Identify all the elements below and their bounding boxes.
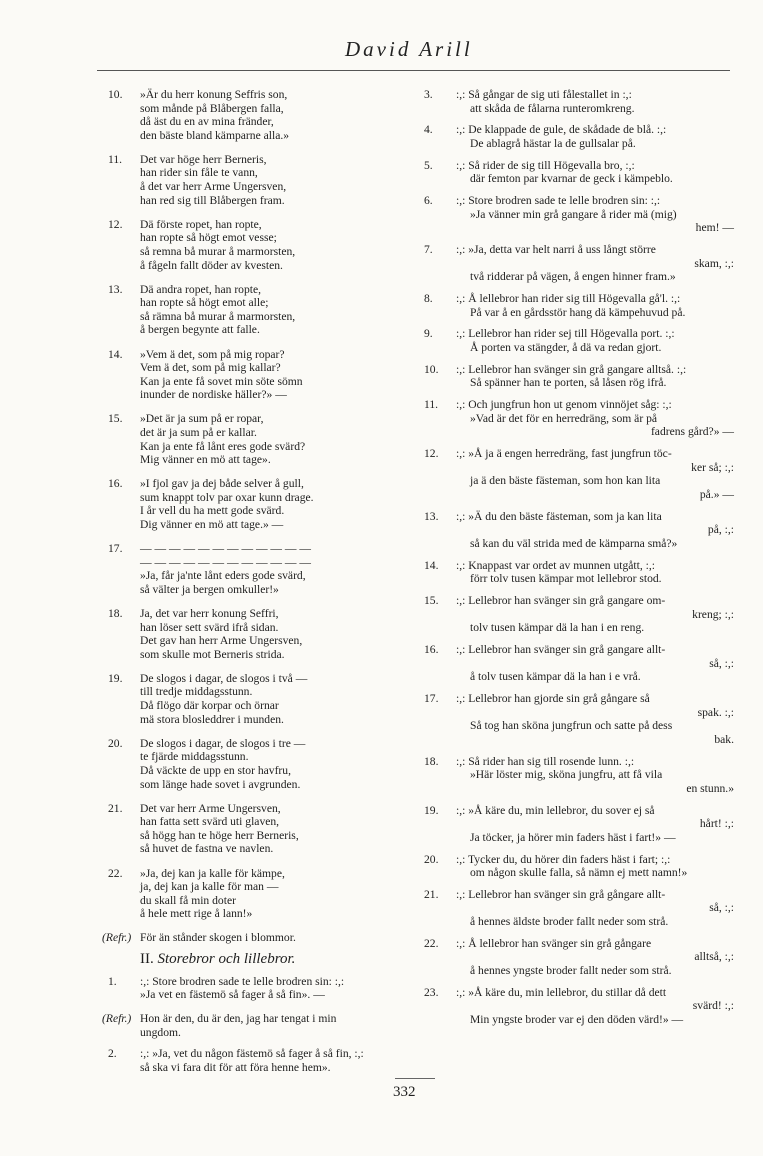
stanza [108, 218, 376, 272]
stanza-number: 11. [108, 152, 123, 166]
page-number: 332 [393, 1084, 416, 1100]
stanza [424, 398, 734, 439]
stanza-number: 22. [424, 936, 439, 950]
stanza [108, 348, 376, 402]
verse-line: så rämna bå murar å marmorsten, [140, 309, 296, 323]
verse-line: I år vell du ha mett gode svärd. [140, 504, 285, 518]
verse-line: Min yngste broder var ej den döden värd!» — [470, 1013, 684, 1026]
stanza [108, 607, 376, 661]
verse-line: Dig vänner en mö att tage.» — [140, 518, 284, 532]
verse-line: å hele mett rige å lann!» [140, 907, 253, 921]
verse-line: å hennes yngste broder fallt neder som strå. [470, 964, 672, 978]
stanza [108, 737, 376, 791]
verse-line: då äst du en av mina fränder, [140, 115, 274, 129]
verse-line: :,: Tycker du, du hörer din faders häst i fart; :,: [456, 852, 671, 866]
verse-line: Å porten va stängder, å dä va redan gjort. [470, 341, 662, 355]
verse-line: »Ja vet en fästemö så fager å så fin». — [140, 988, 325, 1002]
verse-line: »Vem ä det, som på mig ropar? [140, 347, 285, 361]
verse-line: :,: Lellebror han svänger sin grå gångare allt- [456, 887, 666, 901]
refrain-tag: (Refr.) [102, 1012, 132, 1026]
stanza-number: 12. [108, 217, 123, 231]
stanza [108, 412, 376, 466]
verse-line: Dä förste ropet, han ropte, [140, 217, 262, 231]
stanza-number: 14. [424, 558, 439, 572]
verse-line: — — — — — — — — — — — — [140, 542, 312, 556]
verse-line: Kan ja ente få sovet min söte sömn [140, 374, 303, 388]
verse-line: så ska vi fara dit för att föra henne hem». [140, 1061, 331, 1075]
stanza [424, 292, 734, 319]
stanza [424, 327, 734, 354]
right-column [424, 88, 734, 1035]
refrain [102, 931, 376, 945]
verse-line: — — — — — — — — — — — — [140, 555, 312, 569]
stanza-number: 5. [424, 158, 433, 172]
verse-line: å hennes äldste broder fallt neder som strå. [470, 915, 669, 929]
verse-line: han ropte så högt emot vesse; [140, 231, 277, 245]
stanza [424, 755, 734, 796]
stanza [424, 447, 734, 501]
verse-line: Dä andra ropet, han ropte, [140, 282, 262, 296]
verse-line: å fågeln fallt döder av kvesten. [140, 258, 283, 272]
stanza [108, 1047, 376, 1074]
verse-line: Ja töcker, ja hörer min faders häst i fart!» — [470, 830, 676, 844]
verse-line: :,: Lellebror han gjorde sin grå gångare så [456, 692, 650, 705]
refrain-text: Hon är den, du är den, jag har tengat i min ungdom. [140, 1012, 337, 1039]
stanza-number: 20. [108, 736, 123, 750]
stanza-number: 15. [424, 594, 439, 608]
verse-line: svärd! :,: [692, 999, 734, 1013]
verse-line: :,: Lellebror han svänger sin grå gangare allt- [456, 643, 666, 657]
verse-line: bak. [714, 732, 734, 746]
verse-line: På var å en gårdsstör hang dä kämpehuvud på. [470, 305, 686, 319]
verse-line: :,: Lellebror han svänger sin grå gangare om- [456, 594, 666, 608]
verse-line: »Här löster mig, sköna jungfru, att få vila [470, 768, 663, 782]
verse-line: ja ä den bäste fästeman, som hon kan lita [470, 474, 661, 488]
folio-rule [395, 1078, 435, 1079]
verse-line: :,: Å lellebror han svänger sin grå gångare [456, 936, 652, 950]
stanza [108, 477, 376, 531]
verse-line: som månde på Blåbergen falla, [140, 101, 284, 115]
stanza-number: 22. [108, 866, 123, 880]
stanza [424, 159, 734, 186]
verse-line: ja, dej kan ja kalle för man — [140, 880, 279, 894]
verse-line: De slogos i dagar, de slogos i tre — [140, 736, 306, 750]
stanza [108, 802, 376, 856]
verse-line: den bäste bland kämparne alla.» [140, 128, 290, 142]
stanza [424, 986, 734, 1027]
verse-line: »I fjol gav ja dej både selver å gull, [140, 477, 304, 491]
verse-line: Kan ja ente få lånt eres gode svärd? [140, 439, 306, 453]
running-head: David Arill [345, 37, 473, 61]
stanza [424, 888, 734, 929]
verse-line: det är ja sum på er kallar. [140, 425, 257, 439]
verse-line: :,: »Å ja ä engen herredräng, fast jungfrun töc- [456, 447, 672, 461]
verse-line: han fatta sett svärd uti glaven, [140, 815, 280, 829]
stanza-number: 14. [108, 347, 123, 361]
section-title-text: Storebror och lillebror. [157, 950, 296, 967]
verse-line: om någon skulle falla, så nämn ej mett namn!» [470, 866, 688, 880]
stanza-number: 8. [424, 292, 433, 306]
stanza-number: 23. [424, 985, 439, 999]
stanza [108, 153, 376, 207]
stanza [424, 559, 734, 586]
verse-line: så huvet de fastna ve navlen. [140, 842, 274, 856]
stanza-number: 6. [424, 194, 433, 208]
verse-line: Då väckte de upp en stor havfru, [140, 763, 291, 777]
stanza [108, 283, 376, 337]
verse-line: så välter ja bergen omkuller!» [140, 582, 279, 596]
stanza-number: 16. [424, 643, 439, 657]
verse-line: ker så; :,: [691, 460, 734, 474]
verse-line: :,: Store brodren sade te lelle brodren sin: :,: [456, 194, 661, 208]
stanza-number: 17. [108, 542, 123, 556]
verse-line: två ridderar på vägen, å engen hinner fram.» [470, 270, 676, 284]
stanza-number: 10. [108, 88, 123, 101]
stanza-number: 13. [424, 509, 439, 523]
stanza [424, 363, 734, 390]
verse-line: förr tolv tusen kämpar mot lellebror stod. [470, 572, 662, 586]
verse-line: sum knappt tolv par oxar kunn drage. [140, 490, 314, 504]
verse-line: så, :,: [709, 901, 734, 915]
refrain-tag: (Refr.) [102, 931, 132, 945]
verse-line: du skall få min doter [140, 893, 236, 907]
stanza [424, 510, 734, 551]
stanza [424, 853, 734, 880]
stanza-number: 19. [424, 803, 439, 817]
verse-line: så kan du väl strida med de kämparna små?» [470, 536, 678, 550]
verse-line: alltså, :,: [694, 950, 734, 964]
verse-line: :,: »Å käre du, min lellebror, du sover ej så [456, 803, 655, 817]
verse-line: :,: Så gångar de sig uti fålestallet in :,: [456, 88, 632, 101]
verse-line: skam, :,: [694, 256, 734, 270]
verse-line: till tredje middagsstunn. [140, 685, 253, 699]
verse-line: hem! — [695, 221, 734, 235]
stanza [424, 937, 734, 978]
verse-line: :,: »Å käre du, min lellebror, du stillar då dett [456, 985, 667, 999]
stanza-number: 10. [424, 362, 439, 376]
verse-line: inunder de nordiske häller?» — [140, 388, 287, 402]
stanza [424, 243, 734, 284]
stanza-number: 18. [108, 607, 123, 620]
verse-line: så remna bå murar å marmorsten, [140, 244, 296, 258]
verse-line: å tolv tusen kämpar dä la han i e vrå. [470, 670, 641, 684]
stanza-number: 18. [424, 754, 439, 768]
refrain [102, 1012, 376, 1039]
verse-line: Så spänner han te porten, så låsen rög ifrå. [470, 376, 667, 390]
verse-line: så högg han te höge herr Berneris, [140, 828, 299, 842]
stanza-number: 17. [424, 692, 439, 705]
verse-line: :,: »Ja, vet du någon fästemö så fager å så fin, :,: [140, 1047, 364, 1061]
verse-line: »Ja, får ja'nte lånt eders gode svärd, [140, 569, 306, 583]
verse-line: han rider sin fåle te vann, [140, 166, 258, 180]
stanza [424, 804, 734, 845]
verse-line: å bergen begynte att falle. [140, 323, 260, 337]
stanza-number: 3. [424, 88, 433, 101]
verse-line: »Vad är det för en herredräng, som är på [470, 411, 658, 425]
verse-line: :,: Lellebror han svänger sin grå gangare alltså. :,: [456, 362, 687, 376]
verse-line: :,: Knappast var ordet av munnen utgått, :,: [456, 558, 655, 572]
verse-line: De ablagrå hästar la de gullsalar på. [470, 136, 636, 150]
verse-line: som skulle mot Berneris strida. [140, 647, 285, 661]
verse-line: Det var höge herr Berneris, [140, 152, 267, 166]
stanza-number: 2. [108, 1047, 117, 1061]
refrain-text: För än stånder skogen i blommor. [140, 931, 296, 945]
verse-line: Då flögo där korpar och örnar [140, 699, 279, 713]
verse-line: tolv tusen kämpar dä la han i en reng. [470, 621, 645, 635]
verse-line: fadrens gård?» — [650, 425, 734, 439]
verse-line: Så tog han sköna jungfrun och satte på dess [470, 719, 673, 733]
left-column [102, 88, 376, 1085]
verse-line: att skåda de fålarna runteromkreng. [470, 101, 635, 115]
stanza [108, 88, 376, 142]
verse-line: :,: Store brodren sade te lelle brodren sin: :,: [140, 974, 345, 988]
verse-line: te fjärde middagsstunn. [140, 750, 249, 764]
verse-line: :,: Lellebror han rider sej till Högevalla port. :,: [456, 327, 675, 341]
verse-line: som länge hade sovet i avgrunden. [140, 777, 301, 791]
stanza [424, 594, 734, 635]
verse-line: :,: Och jungfrun hon ut genom vinnöjet såg: :,: [456, 398, 672, 412]
verse-line: :,: Så rider de sig till Högevalla bro, :,: [456, 158, 635, 172]
stanza-number: 21. [108, 801, 123, 815]
stanza-number: 15. [108, 412, 123, 426]
stanza [108, 867, 376, 921]
section-numeral: II. [140, 950, 154, 967]
verse-line: han ropte så högt emot alle; [140, 296, 269, 310]
verse-line: å det var herr Arme Ungersven, [140, 180, 287, 194]
verse-line: »Ja vänner min grå gangare å rider mä (mig) [470, 207, 677, 221]
stanza [424, 194, 734, 235]
section-title [140, 950, 376, 967]
stanza-number: 20. [424, 852, 439, 866]
verse-line: Det var herr Arme Ungersven, [140, 801, 281, 815]
verse-line: han red sig till Blåbergen fram. [140, 193, 285, 207]
verse-line: :,: De klappade de gule, de skådade de blå. :,: [456, 123, 667, 137]
verse-line: »Ja, dej kan ja kalle för kämpe, [140, 866, 285, 880]
verse-line: »Det är ja sum på er ropar, [140, 412, 264, 426]
verse-line: Vem ä det, som på mig kallar? [140, 361, 281, 375]
verse-line: Det gav han herr Arme Ungersven, [140, 634, 303, 648]
stanza-number: 13. [108, 282, 123, 296]
verse-line: Mig vänner en mö att tage». [140, 453, 271, 467]
stanza-number: 16. [108, 477, 123, 491]
verse-line: »Är du herr konung Seffris son, [140, 88, 288, 101]
verse-line: :,: »Ja, detta var helt narri å uss långt större [456, 243, 656, 257]
stanza-number: 4. [424, 123, 433, 137]
verse-line: :,: Å lellebror han rider sig till Högevalla gå'l. :,: [456, 292, 681, 306]
stanza-number: 19. [108, 671, 123, 685]
verse-line: mä stora blosleddrer i munden. [140, 712, 284, 726]
verse-line: på, :,: [707, 523, 734, 537]
verse-line: han löser sett svärd ifrå sidan. [140, 620, 279, 634]
stanza [424, 692, 734, 746]
stanza-number: 1. [108, 974, 117, 988]
stanza-number: 11. [424, 398, 439, 412]
stanza-number: 12. [424, 447, 439, 461]
verse-line: så, :,: [709, 656, 734, 670]
verse-line: en stunn.» [686, 781, 734, 795]
stanza-number: 21. [424, 887, 439, 901]
verse-line: där femton par kvarnar de geck i kämpeblo. [470, 172, 673, 186]
verse-line: hårt! :,: [699, 817, 734, 831]
stanza [424, 643, 734, 684]
verse-line: på.» — [699, 487, 734, 501]
verse-line: spak. :,: [697, 705, 734, 719]
verse-line: :,: »Ä du den bäste fästeman, som ja kan lita [456, 509, 662, 523]
stanza [108, 975, 376, 1002]
verse-line: :,: Så rider han sig till rosende lunn. :,: [456, 754, 635, 768]
stanza [108, 672, 376, 726]
stanza-number: 7. [424, 243, 433, 257]
verse-line: kreng; :,: [692, 607, 734, 621]
verse-line: De slogos i dagar, de slogos i två — [140, 671, 308, 685]
stanza [424, 123, 734, 150]
verse-line: Ja, det var herr konung Seffri, [140, 607, 279, 620]
stanza [108, 542, 376, 596]
stanza [424, 88, 734, 115]
header-rule [97, 70, 730, 71]
stanza-number: 9. [424, 327, 433, 341]
